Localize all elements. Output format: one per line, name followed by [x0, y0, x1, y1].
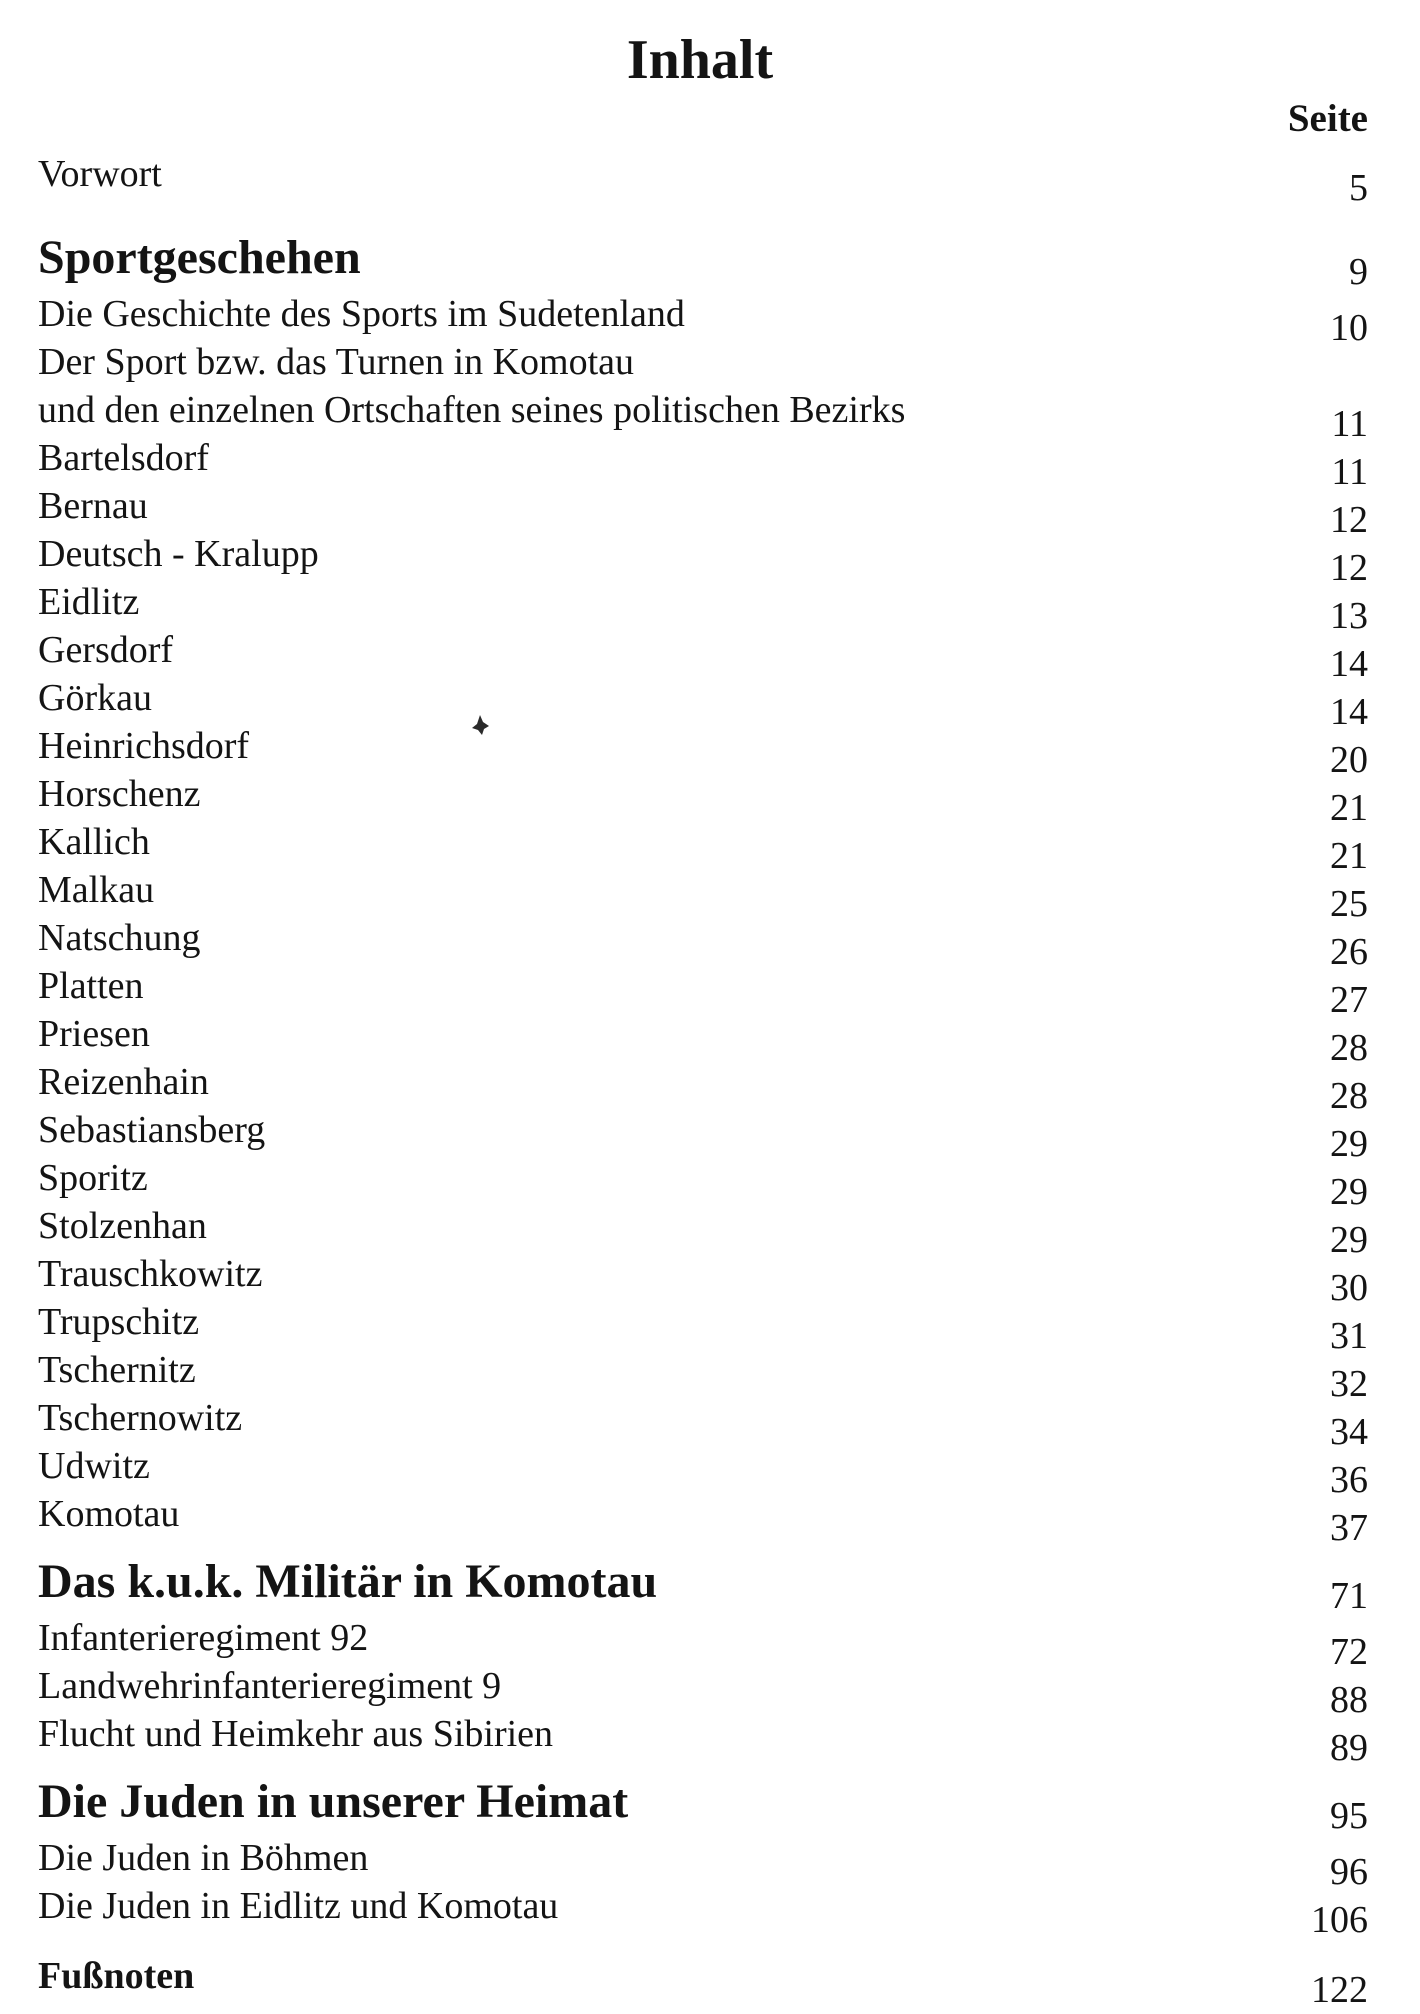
- toc-entry: [0, 1202, 1420, 1261]
- toc-section-sportgeschehen: [0, 230, 1420, 293]
- toc-entry-page: 11: [1331, 403, 1368, 445]
- toc-entry: [0, 1058, 1420, 1117]
- toc-entry-page: 27: [1330, 979, 1368, 1021]
- toc-entry-label: Heinrichsdorf: [38, 725, 250, 767]
- toc-entry-page: 71: [1330, 1575, 1368, 1617]
- toc-entry: [0, 818, 1420, 877]
- toc-entry-page: 29: [1330, 1171, 1368, 1213]
- toc-entry-label: Kallich: [38, 821, 150, 863]
- toc-entry-label: Der Sport bzw. das Turnen in Komotau: [38, 341, 634, 383]
- toc-entry-label: Trauschkowitz: [38, 1253, 263, 1295]
- toc-entry-vorwort: [0, 150, 1420, 214]
- toc-entry: [0, 1834, 1420, 1893]
- toc-entry-label: Horschenz: [38, 773, 201, 815]
- toc-entry-label: Stolzenhan: [38, 1205, 207, 1247]
- table-of-contents: [0, 150, 1420, 2011]
- toc-entry: [0, 482, 1420, 541]
- toc-entry-label: Sebastiansberg: [38, 1109, 266, 1151]
- toc-entry-label: Landwehrinfanterieregiment 9: [38, 1665, 502, 1707]
- toc-entry-label: Die Juden in Eidlitz und Komotau: [38, 1885, 559, 1927]
- toc-entry-page: 20: [1330, 739, 1368, 781]
- toc-entry: [0, 578, 1420, 637]
- toc-entry-page: 88: [1330, 1679, 1368, 1721]
- page-title: Inhalt: [626, 29, 774, 91]
- toc-entry-label: Udwitz: [38, 1445, 150, 1487]
- toc-entry: [0, 338, 1420, 386]
- toc-entry-page: 89: [1330, 1727, 1368, 1769]
- toc-entry-page: 28: [1330, 1027, 1368, 1069]
- toc-entry-label: Die Geschichte des Sports im Sudetenland: [38, 293, 685, 335]
- toc-entry-page: 28: [1330, 1075, 1368, 1117]
- toc-entry-page: 30: [1330, 1267, 1368, 1309]
- toc-entry-label: und den einzelnen Ortschaften seines politischen Bezirks: [38, 389, 906, 431]
- toc-entry-label: Deutsch - Kralupp: [38, 533, 319, 575]
- toc-entry-label: Eidlitz: [38, 581, 140, 623]
- toc-entry-page: 26: [1330, 931, 1368, 973]
- toc-entry-label: Malkau: [38, 869, 155, 911]
- toc-entry: [0, 770, 1420, 829]
- toc-section-juden: [0, 1774, 1420, 1837]
- toc-entry-label: Sporitz: [38, 1157, 148, 1199]
- toc-entry-page: 14: [1330, 691, 1368, 733]
- toc-entry-label: Gersdorf: [38, 629, 174, 671]
- toc-entry-page: 36: [1330, 1459, 1368, 1501]
- toc-entry-page: 13: [1330, 595, 1368, 637]
- toc-entry-page: 34: [1330, 1411, 1368, 1453]
- toc-entry-fussnoten: [0, 1952, 1420, 2011]
- toc-entry-page: 122: [1311, 1969, 1368, 2011]
- toc-entry-label: Flucht und Heimkehr aus Sibirien: [38, 1713, 554, 1755]
- toc-entry: [0, 962, 1420, 1021]
- toc-entry-page: 72: [1330, 1631, 1368, 1673]
- toc-entry-page: 25: [1330, 883, 1368, 925]
- toc-entry-label: Bartelsdorf: [38, 437, 209, 479]
- toc-entry-page: 21: [1330, 787, 1368, 829]
- toc-entry: [0, 1154, 1420, 1213]
- toc-entry-label: Bernau: [38, 485, 148, 527]
- toc-entry: [0, 1346, 1420, 1405]
- toc-entry-page: 12: [1330, 499, 1368, 541]
- toc-entry: [0, 1010, 1420, 1069]
- toc-entry-page: 9: [1349, 251, 1368, 293]
- toc-entry: [0, 1882, 1420, 1941]
- toc-entry: [0, 1710, 1420, 1769]
- toc-entry-label: Görkau: [38, 677, 152, 719]
- toc-entry-label: Priesen: [38, 1013, 150, 1055]
- toc-entry-label: Komotau: [38, 1493, 180, 1535]
- toc-entry-page: 106: [1311, 1899, 1368, 1941]
- toc-entry-page: 32: [1330, 1363, 1368, 1405]
- toc-entry-page: 5: [1349, 167, 1368, 209]
- toc-entry-page: 12: [1330, 547, 1368, 589]
- ink-speck-mark: [470, 714, 490, 736]
- toc-entry: [0, 1106, 1420, 1165]
- toc-entry-label: Vorwort: [38, 153, 162, 195]
- toc-section-militaer: [0, 1554, 1420, 1617]
- toc-entry-label: Infanterieregiment 92: [38, 1617, 369, 1659]
- toc-entry-page: 96: [1330, 1851, 1368, 1893]
- toc-entry-page: 10: [1330, 307, 1368, 349]
- toc-entry: [0, 1442, 1420, 1501]
- toc-entry: [0, 386, 1420, 445]
- toc-entry: [0, 434, 1420, 493]
- toc-entry: [0, 674, 1420, 733]
- toc-entry: [0, 914, 1420, 973]
- toc-entry-page: 11: [1331, 451, 1368, 493]
- toc-section-label: Sportgeschehen: [38, 231, 361, 284]
- toc-entry: [0, 1394, 1420, 1453]
- toc-entry-label: Tschernitz: [38, 1349, 196, 1391]
- toc-entry-page: 37: [1330, 1507, 1368, 1549]
- toc-entry-page: 29: [1330, 1219, 1368, 1261]
- toc-section-label: Das k.u.k. Militär in Komotau: [38, 1555, 658, 1608]
- toc-entry-page: 21: [1330, 835, 1368, 877]
- toc-entry-label: Natschung: [38, 917, 201, 959]
- page-column-header: Seite: [1287, 97, 1368, 140]
- toc-entry: [0, 290, 1420, 349]
- toc-entry-label: Platten: [38, 965, 144, 1007]
- toc-entry: [0, 1662, 1420, 1721]
- toc-entry-label: Trupschitz: [38, 1301, 200, 1343]
- toc-entry-page: 29: [1330, 1123, 1368, 1165]
- toc-entry-label: Die Juden in Böhmen: [38, 1837, 369, 1879]
- toc-entry-page: 31: [1330, 1315, 1368, 1357]
- toc-entry-page: 14: [1330, 643, 1368, 685]
- toc-entry: [0, 626, 1420, 685]
- toc-entry-label: Fußnoten: [38, 1955, 195, 1997]
- toc-entry: [0, 1490, 1420, 1549]
- toc-entry: [0, 722, 1420, 781]
- toc-entry: [0, 530, 1420, 589]
- toc-entry-label: Reizenhain: [38, 1061, 209, 1103]
- toc-entry: [0, 1298, 1420, 1357]
- toc-entry: [0, 1614, 1420, 1673]
- toc-section-label: Die Juden in unserer Heimat: [38, 1775, 629, 1828]
- toc-entry-label: Tschernowitz: [38, 1397, 243, 1439]
- toc-entry: [0, 1250, 1420, 1309]
- toc-entry-page: 95: [1330, 1795, 1368, 1837]
- toc-entry: [0, 866, 1420, 925]
